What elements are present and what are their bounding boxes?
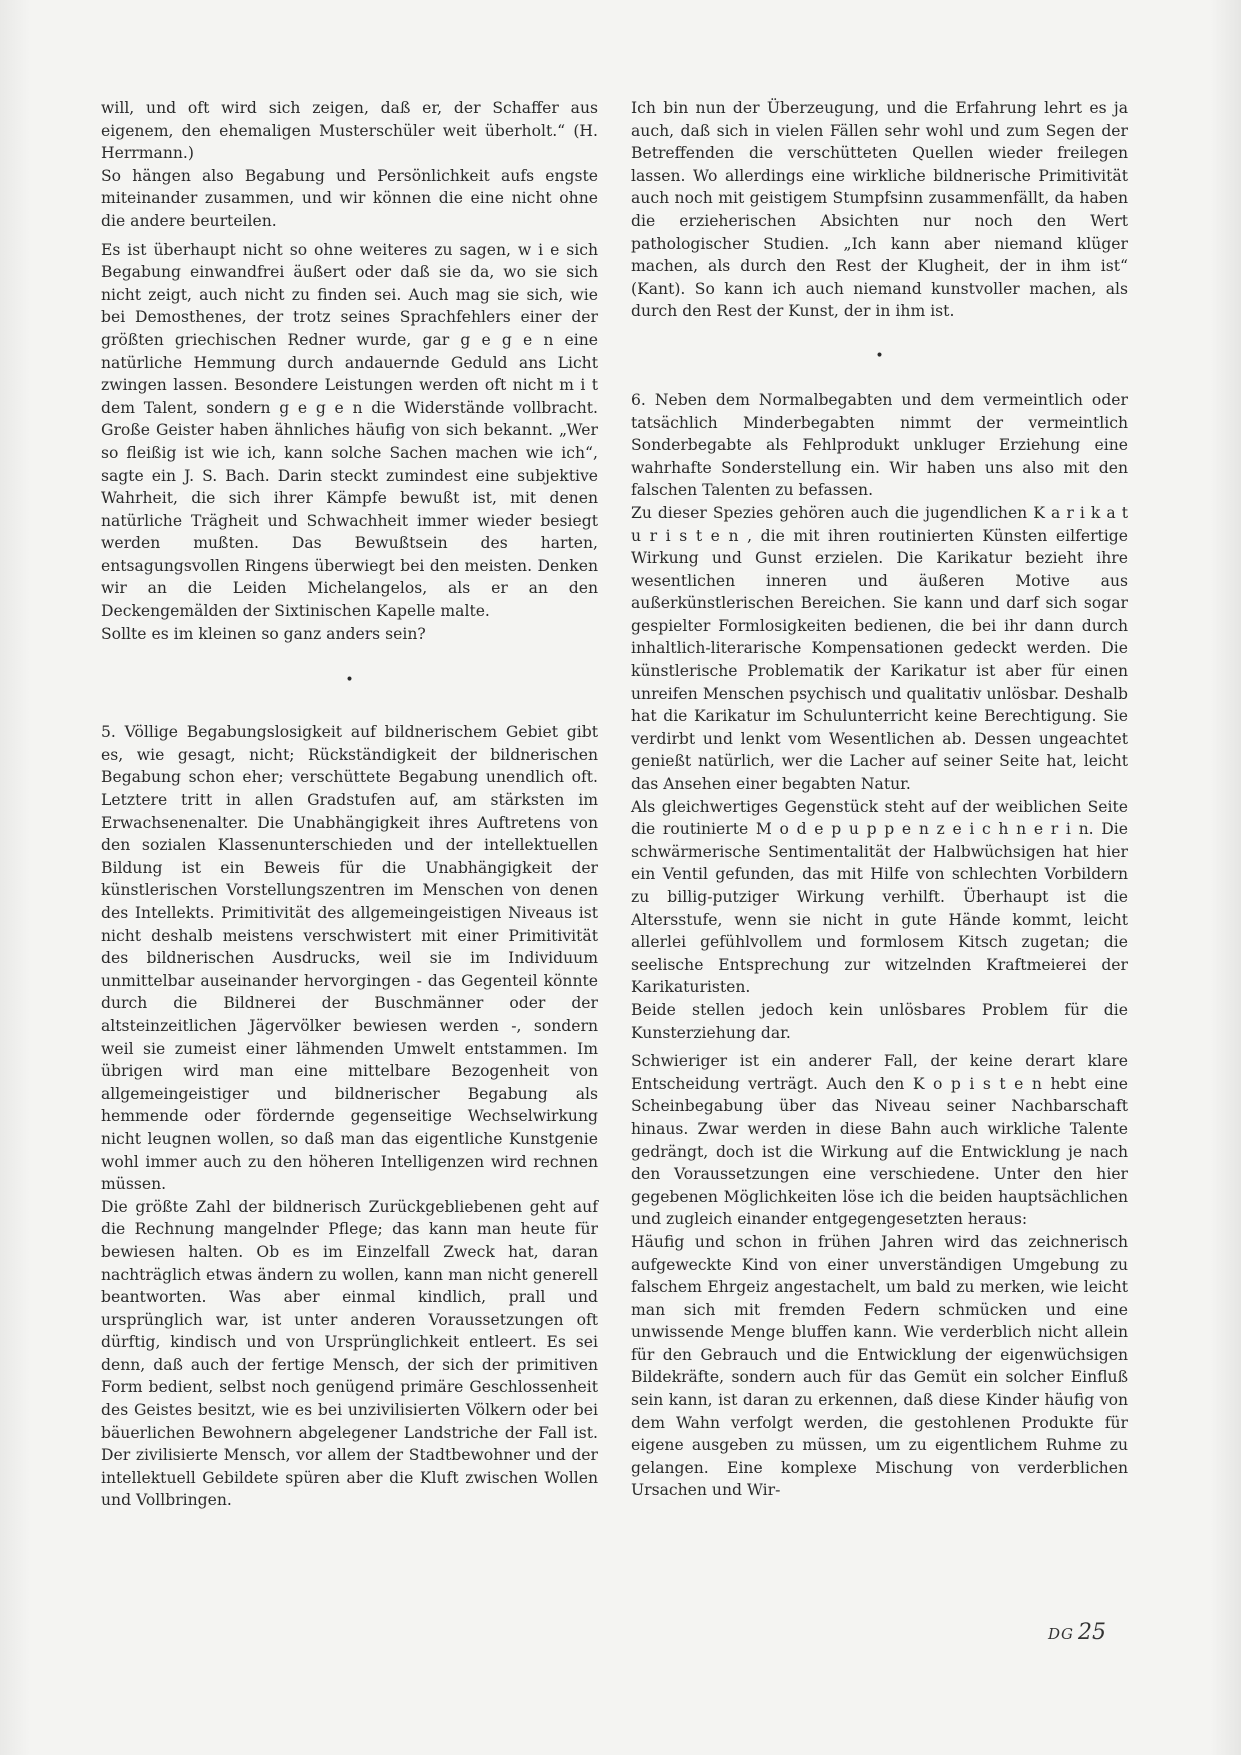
right-column bbox=[631, 97, 1128, 1502]
paragraph: Als gleichwertiges Gegenstück steht auf der weiblichen Seite die routinierte M o d e p u p p e n z e i c h n e r i n. Die schwärmerische Sentimentalität der Halbwüchsigen hat hier ein Ventil gefunden, das mit Hilfe von schlechten Vorbildern zu billig-putziger Wirkung verhilft. Überhaupt ist die Altersstufe, wenn sie nicht in gute Hände kommt, leicht allerlei gefühlvollem und formlosem Kitsch zugetan; die seelische Entsprechung zur witzelnden Kraftmeierei der Karikaturisten. bbox=[631, 797, 1128, 997]
paragraph: will, und oft wird sich zeigen, daß er, der Schaffer aus eigenem, den ehemaligen Musterschüler weit überholt.“ (H. Herrmann.) bbox=[101, 99, 598, 163]
paragraph: Die größte Zahl der bildnerisch Zurückgebliebenen geht auf die Rechnung mangelnder Pflege; das kann man heute für bewiesen halten. Ob es im Einzelfall Zweck hat, daran nachträglich etwas ändern zu wollen, kann man nicht generell beantworten. Was aber einmal kindlich, prall und ursprünglich war, ist unter anderen Voraussetzungen oft dürftig, kindisch und von Ursprünglichkeit entleert. Es sei denn, daß auch der fertige Mensch, der sich der primitiven Form bedient, selbst noch genügend primäre Geschlossenheit des Geistes besitzt, wie es bei unzivilisierten Völkern oder bei bäuerlichen Bewohnern abgelegener Landstriche der Fall ist. Der zivilisierte Mensch, vor allem der Stadtbewohner und der intellektuell Gebildete spüren aber die Kluft zwischen Wollen und Vollbringen. bbox=[101, 1197, 598, 1510]
paragraph: So hängen also Begabung und Persönlichkeit aufs engste miteinander zusammen, und wir können die eine nicht ohne die andere beurteilen. bbox=[101, 166, 598, 230]
paragraph: 6. Neben dem Normalbegabten und dem vermeintlich oder tatsächlich Minderbegabten nimmt der vermeintlich Sonderbegabte als Fehlprodukt unkluger Erziehung eine wahrhafte Sonderstellung ein. Wir haben uns also mit den falschen Talenten zu befassen. bbox=[631, 390, 1128, 500]
paragraph: Zu dieser Spezies gehören auch die jugendlichen K a r i k a t u r i s t e n , die mit ihren routinierten Künsten eilfertige Wirkung und Gunst erzielen. Die Karikatur bezieht ihre wesentlichen inneren und äußeren Motive aus außerkünstlerischen Bereichen. Sie kann und darf sich sogar gespielter Formlosigkeiten bedienen, die bei ihr dann durch inhaltlich-literarische Kompensationen gedeckt werden. Die künstlerische Problematik der Karikatur ist aber für einen unreifen Menschen psychisch und qualitativ unlösbar. Deshalb hat die Karikatur im Schulunterricht keine Berechtigung. Sie verdirbt und lenkt vom Wesentlichen ab. Dessen ungeachtet genießt natürlich, wer die Lacher auf seiner Seite hat, leicht das Ansehen einer begabten Natur. bbox=[631, 503, 1128, 794]
left-column bbox=[101, 97, 598, 1512]
paragraph: 5. Völlige Begabungslosigkeit auf bildnerischem Gebiet gibt es, wie gesagt, nicht; Rückständigkeit der bildnerischen Begabung schon eher; verschüttete Begabung unendlich oft. Letztere tritt in allen Gradstufen auf, am stärksten im Erwachsenenalter. Die Unabhängigkeit ihres Auftretens von den sozialen Klassenunterschieden und der intellektuellen Bildung ist ein Beweis für die Unabhängigkeit der künstlerischen Vorstellungszentren im Menschen von denen des Intellekts. Primitivität des allgemeingeistigen Niveaus ist nicht deshalb meistens verschwistert mit einer Primitivität des bildnerischen Ausdrucks, weil sie im Individuum unmittelbar auseinander hervorgingen - das Gegenteil könnte durch die Bildnerei der Buschmänner oder der altsteinzeitlichen Jägervölker bewiesen werden -, sondern weil sie zumeist einer lähmenden Umwelt entstammen. Im übrigen wird man eine mittelbare Bezogenheit von allgemeingeistiger und bildnerischer Begabung als hemmende oder fördernde gegenseitige Wechselwirkung nicht leugnen wollen, so daß man das eigentliche Kunstgenie wohl immer auch zu den höheren Intelligenzen wird rechnen müssen. bbox=[101, 723, 598, 1194]
paragraph: Beide stellen jedoch kein unlösbares Problem für die Kunsterziehung dar. bbox=[631, 1000, 1128, 1042]
paragraph: Sollte es im kleinen so ganz anders sein? bbox=[101, 624, 426, 643]
page-number bbox=[1048, 1620, 1106, 1645]
journal-abbreviation: DG bbox=[1048, 1625, 1075, 1643]
paragraph: Häufig und schon in frühen Jahren wird das zeichnerisch aufgeweckte Kind von einer unverständigen Umgebung zu falschem Ehrgeiz angestachelt, um bald zu merken, wie leicht man sich mit fremden Federn schmücken und eine unwissende Menge bluffen kann. Wie verderblich nicht allein für den Gebrauch und die Entwicklung der eigenwüchsigen Bildekräfte, sondern auch für das Gemüt ein solcher Einfluß sein kann, ist daran zu erkennen, daß diese Kinder häufig von dem Wahn verfolgt werden, die gestohlenen Produkte für eigene ausgeben zu müssen, um zu eigentlichem Ruhme zu gelangen. Eine komplexe Mischung von verderblichen Ursachen und Wir- bbox=[631, 1232, 1128, 1500]
section-separator: • bbox=[875, 347, 884, 364]
paragraph: Es ist überhaupt nicht so ohne weiteres zu sagen, w i e sich Begabung einwandfrei äußert oder daß sie da, wo sie sich nicht zeigt, auch nicht zu finden sei. Auch mag sie sich, wie bei Demosthenes, der trotz seines Sprachfehlers einer der größten griechischen Redner wurde, gar g e g e n eine natürliche Hemmung durch andauernde Geduld ans Licht zwingen lassen. Besondere Leistungen werden oft nicht m i t dem Talent, sondern g e g e n die Widerstände vollbracht. Große Geister haben ähnliches häufig von sich bekannt. „Wer so fleißig ist wie ich, kann solche Sachen machen wie ich“, sagte ein J. S. Bach. Darin steckt zumindest eine subjektive Wahrheit, die sich ihrer Kämpfe bewußt ist, mit denen natürliche Trägheit und Schwachheit immer wieder besiegt werden mußten. Das Bewußtsein des harten, entsagungsvollen Ringens überwiegt bei den meisten. Denken wir an die Leiden Michelangelos, als er an den Deckengemälden der Sixtinischen Kapelle malte. bbox=[101, 240, 598, 621]
paragraph: Ich bin nun der Überzeugung, und die Erfahrung lehrt es ja auch, daß sich in vielen Fällen sehr wohl und zum Segen der Betreffenden die verschütteten Quellen wieder freilegen lassen. Wo allerdings eine wirkliche bildnerische Primitivität auch noch mit geistigem Stumpfsinn zusammenfällt, da haben die erzieherischen Absichten nur noch den Wert pathologischer Studien. „Ich kann aber niemand klüger machen, als durch den Rest der Klugheit, der in ihm ist“ (Kant). So kann ich auch niemand kunstvoller machen, als durch den Rest der Kunst, der in ihm ist. bbox=[631, 99, 1128, 321]
page-number-value: 25 bbox=[1078, 1620, 1107, 1645]
section-separator: • bbox=[345, 672, 354, 689]
paragraph: Schwieriger ist ein anderer Fall, der keine derart klare Entscheidung verträgt. Auch den K o p i s t e n hebt eine Scheinbegabung über das Niveau seiner Nachbarschaft hinaus. Zwar werden in diese Bahn auch wirkliche Talente gedrängt, doch ist die Wirkung auf die Entwicklung je nach den Voraussetzungen eine verschiedene. Unter den hier gegebenen Möglichkeiten löse ich die beiden hauptsächlichen und zugleich einander entgegengesetzten heraus: bbox=[631, 1052, 1128, 1229]
